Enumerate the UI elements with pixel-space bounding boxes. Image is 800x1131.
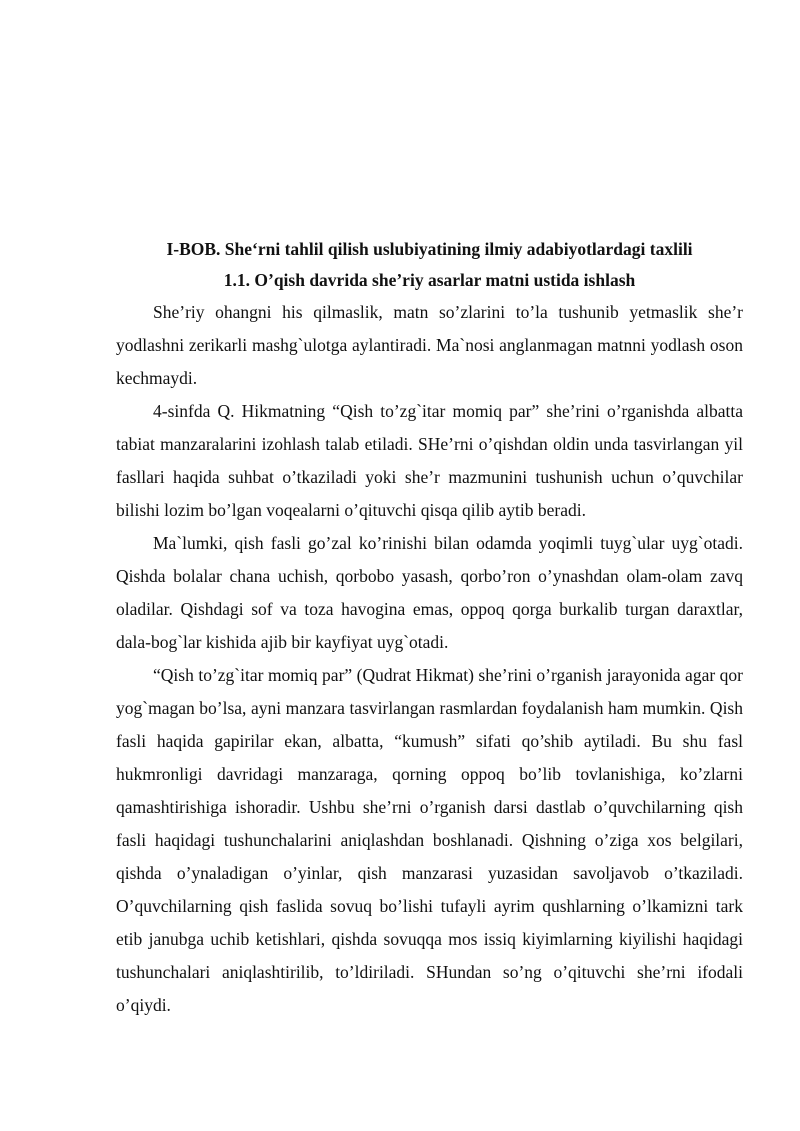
section-title: 1.1. O’qish davrida she’riy asarlar matni ustida ishlash [223, 270, 636, 290]
page-content [116, 234, 743, 1022]
paragraph-4: “Qish to’zg`itar momiq par” (Qudrat Hikmat) she’rini o’rganish jarayonida agar qor yog`magan bo’lsa, ayni manzara tasvirlangan rasmlardan foydalanish ham mumkin. Qish fasli haqida gapirilar ekan, albatta, “kumush” sifati qo’shib aytiladi. Bu shu fasl hukmronligi davridagi manzaraga, qorning oppoq bo’lib tovlanishiga, ko’zlarni qamashtirishiga ishoradir. Ushbu she’rni o’rganish darsi dastlab o’quvchilarning qish fasli haqidagi tushunchalarini aniqlashdan boshlanadi. Qishning o’ziga xos belgilari, qishda o’ynaladigan o’yinlar, qish manzarasi yuzasidan savoljavob o’tkaziladi. O’quvchilarning qish faslida sovuq bo’lishi tufayli ayrim qushlarning o’lkamizni tark etib janubga uchib ketishlari, qishda sovuqqa mos issiq kiyimlarning kiyilishi haqidagi tushunchalari aniqlashtirilib, to’ldiriladi. SHundan so’ng o’qituvchi she’rni ifodali o’qiydi. [116, 665, 743, 1015]
paragraph-1: She’riy ohangni his qilmaslik, matn so’zlarini to’la tushunib yetmaslik she’r yodlashni zerikarli mashg`ulotga aylantiradi. Ma`nosi anglanmagan matnni yodlash oson kechmaydi. [116, 302, 743, 388]
paragraph-3: Ma`lumki, qish fasli go’zal ko’rinishi bilan odamda yoqimli tuyg`ular uyg`otadi. Qishda bolalar chana uchish, qorbobo yasash, qorbo’ron o’ynashdan olam-olam zavq oladilar. Qishdagi sof va toza havogina emas, oppoq qorga burkalib turgan daraxtlar, dala-bog`lar kishida ajib bir kayfiyat uyg`otadi. [116, 533, 743, 652]
paragraph-2: 4-sinfda Q. Hikmatning “Qish to’zg`itar momiq par” she’rini o’rganishda albatta tabiat manzaralarini izohlash talab etiladi. SHe’rni o’qishdan oldin unda tasvirlangan yil fasllari haqida suhbat o’tkaziladi yoki she’r mazmunini tushunish uchun o’quvchilar bilishi lozim bo’lgan voqealarni o’qituvchi qisqa qilib aytib beradi. [116, 401, 743, 520]
chapter-title: I-BOB. She‘rni tahlil qilish uslubiyatining ilmiy adabiyotlardagi taxlili [166, 239, 693, 259]
